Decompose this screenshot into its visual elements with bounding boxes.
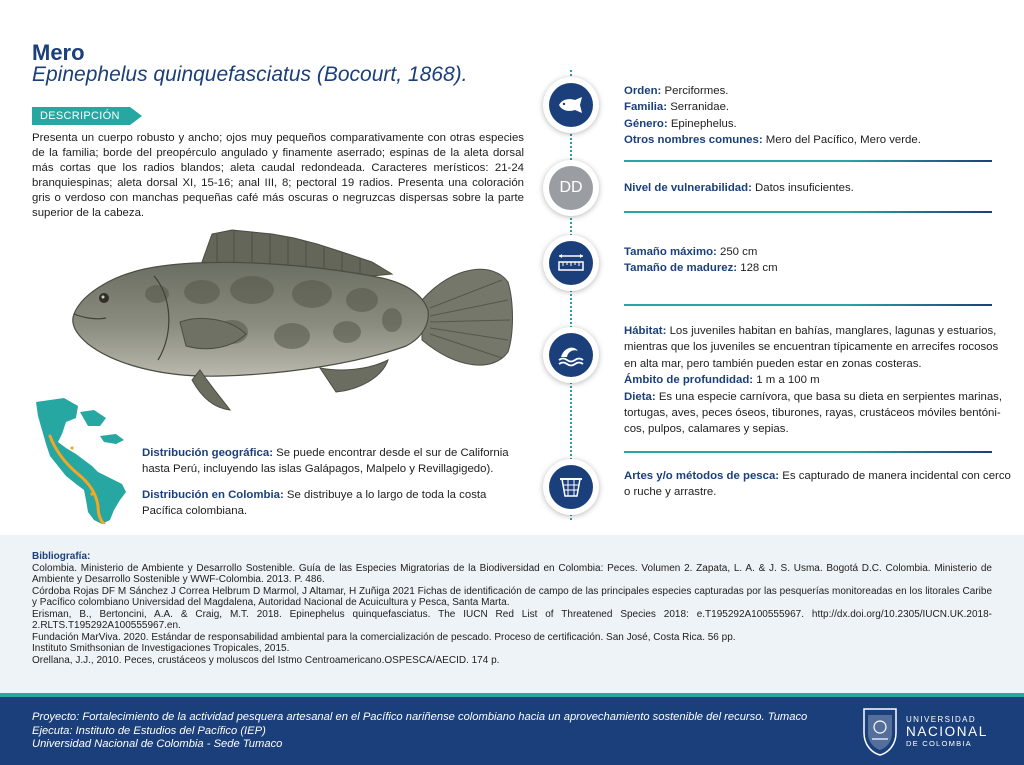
- footer: [0, 697, 1024, 765]
- habitat-info: Hábitat: Los juveniles habitan en bahías, manglares, lagunas y estuarios, mientras que los juveniles se encuentran típicamente en arrecifes rocosos en alta mar, pero también pueden estar en zonas costeras. Ámbito de profundidad: 1 m a 100 m Dieta: Es una especie carnívora, que basa su dieta en serpientes marinas, tortugas, aves, peces óseos, tiburones, rayas, crustáceos móviles bentóni- cos, pulpos, calamares y sepias.: [624, 325, 1003, 436]
- fish-icon: [549, 83, 593, 127]
- vulnerability-badge: [543, 160, 599, 216]
- scientific-name: Epinephelus quinquefasciatus (Bocourt, 1868).: [32, 63, 468, 86]
- university-seal-icon: [860, 705, 900, 757]
- ruler-icon: [549, 241, 593, 285]
- distribution-map: [36, 396, 132, 524]
- divider: [624, 160, 992, 162]
- dd-badge: DD: [549, 166, 593, 210]
- bibliography: [32, 551, 992, 666]
- bibliography-entry: Fundación MarViva. 2020. Estándar de responsabilidad ambiental para la comercialización de pescado. Proceso de certificación. San José, Costa Rica. 56 pp.: [32, 631, 736, 643]
- divider: [624, 451, 992, 453]
- footer-credits: Proyecto: Fortalecimiento de la actividad pesquera artesanal en el Pacífico nariñense colombiano hacia un aprovechamiento sostenible del recurso. Tumaco Ejecuta: Instituto de Estudios del Pacífico (IEP) Universidad Nacional de Colombia - Sede Tumaco: [32, 711, 808, 750]
- size-badge: [543, 235, 599, 291]
- divider: [624, 211, 992, 213]
- bibliography-entry: Erisman, B., Bertoncini, A.A. & Craig, M.T. 2018. Epinephelus quinquefasciatus. The IUCN Red List of Threatened Species 2018: e.T195292A100555967. http://dx.doi.org/10.2305/IUCN.UK.2018-2.RLTS.T195292A100555967.en.: [32, 608, 992, 631]
- icon-connector-line: [570, 70, 572, 520]
- bibliography-entry: Orellana, J.J., 2010. Peces, crustáceos y moluscos del Istmo Centroamericano.OSPESCA/AECID. 174 p.: [32, 654, 500, 666]
- taxonomy-badge: [543, 77, 599, 133]
- vulnerability-info: Nivel de vulnerabilidad: Datos insuficientes.: [624, 182, 854, 194]
- fishing-info: Artes y/o métodos de pesca: Es capturado de manera incidental con cerco o ruche y arrastre.: [624, 470, 1011, 499]
- page-title: Mero: [32, 40, 85, 65]
- waves-icon: [549, 333, 593, 377]
- university-logo-text: UNIVERSIDAD NACIONAL DE COLOMBIA: [906, 715, 988, 748]
- bibliography-entry: Colombia. Ministerio de Ambiente y Desarrollo Sostenible. Guía de las Especies Migratorias de la Biodiversidad en Colombia: Peces. Volumen 2. Zapata, L. A. & J. S. Usma. Bogotá D.C. Colombia. Ministerio de Ambiente y Desarrollo Sostenible y WWF-Colombia. 2013. P. 486.: [32, 562, 992, 585]
- fishing-badge: [543, 459, 599, 515]
- description-text: Presenta un cuerpo robusto y ancho; ojos muy pequeños comparativamente con otras especies de la familia; borde del preopérculo angulado y finamente aserrado; espinas de la aleta dorsal más cortas que los radios blandos; aleta caudal redondeada. Caracteres merísticos: 21-24 branquiespinas; aleta dorsal XI, 15-16; anal III, 8; pectoral 19 radios. Presenta una coloración gris o verdoso con manchas pequeñas café más oscuras o negruzcas dispersas sobre la parte superior de la cabeza.: [32, 132, 524, 219]
- taxonomy-info: Orden: Perciformes. Familia: Serranidae. Género: Epinephelus. Otros nombres comunes: Mero del Pacífico, Mero verde.: [624, 85, 921, 147]
- divider: [624, 304, 992, 306]
- bibliography-entry: Córdoba Rojas DF M Sánchez J Correa Helbrum D Marmol, J Altamar, H Zuñiga 2021 Fichas de identificación de campo de las principales especies capturadas por las pesquerías monitoreadas en los litorales Caribe y Pacífico colombiano Universidad del Magdalena, Autoridad Nacional de Acuicultura y Pesca, Santa Marta.: [32, 585, 992, 608]
- description-tag: DESCRIPCIÓN: [32, 107, 130, 125]
- colombia-distribution: Distribución en Colombia: Se distribuye a lo largo de toda la costa Pacífica colombiana.: [142, 489, 487, 517]
- net-icon: [549, 465, 593, 509]
- bibliography-entry: Instituto Smithsonian de Investigaciones Tropicales, 2015.: [32, 643, 290, 654]
- bibliography-heading: Bibliografía:: [32, 551, 91, 562]
- size-info: Tamaño máximo: 250 cm Tamaño de madurez: 128 cm: [624, 246, 778, 275]
- habitat-badge: [543, 327, 599, 383]
- grouper-illustration: [62, 222, 524, 422]
- geographic-distribution: Distribución geográfica: Se puede encontrar desde el sur de California hasta Perú, incluyendo las islas Galápagos, Malpelo y Revillagigedo).: [142, 447, 509, 475]
